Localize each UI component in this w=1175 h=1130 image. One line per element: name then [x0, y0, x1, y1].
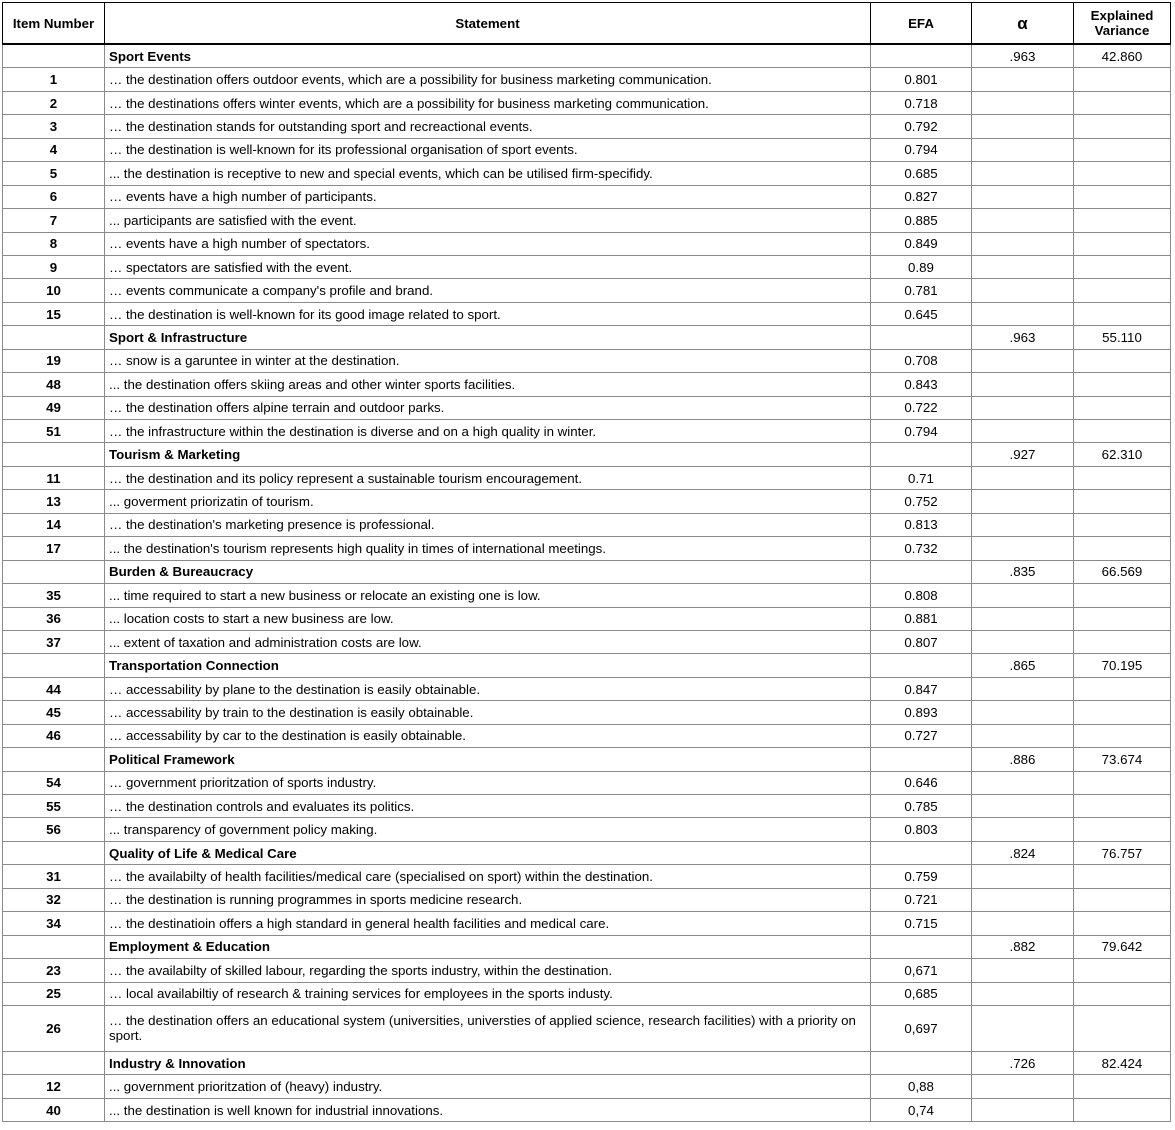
- alpha-cell: [972, 420, 1074, 443]
- explained-variance-cell: [1074, 396, 1171, 419]
- efa-cell: 0.645: [871, 302, 972, 325]
- explained-variance-cell: [1074, 373, 1171, 396]
- explained-variance-cell: [1074, 677, 1171, 700]
- statement-cell: … the destination stands for outstanding sport and recreactional events.: [105, 115, 871, 138]
- efa-cell: 0.732: [871, 537, 972, 560]
- explained-variance-cell: [1074, 466, 1171, 489]
- table-row: [3, 513, 1171, 536]
- item-number-cell: 56: [3, 818, 105, 841]
- header-row: [3, 3, 1171, 45]
- alpha-cell: [972, 68, 1074, 91]
- efa-cell: 0.881: [871, 607, 972, 630]
- section-title-cell: Transportation Connection: [105, 654, 871, 677]
- item-number-cell: [3, 654, 105, 677]
- alpha-cell: [972, 865, 1074, 888]
- explained-variance-cell: [1074, 771, 1171, 794]
- efa-cell: [871, 443, 972, 466]
- table-body: [3, 44, 1171, 1122]
- efa-cell: 0.808: [871, 584, 972, 607]
- explained-variance-cell: 62.310: [1074, 443, 1171, 466]
- explained-variance-cell: [1074, 912, 1171, 935]
- explained-variance-cell: [1074, 513, 1171, 536]
- explained-variance-cell: [1074, 490, 1171, 513]
- statement-cell: ... goverment priorizatin of tourism.: [105, 490, 871, 513]
- efa-cell: 0.843: [871, 373, 972, 396]
- item-number-cell: 2: [3, 91, 105, 114]
- statement-cell: ... the destination's tourism represents high quality in times of international meetings.: [105, 537, 871, 560]
- alpha-cell: [972, 959, 1074, 982]
- statement-cell: … government prioritzation of sports industry.: [105, 771, 871, 794]
- statement-cell: … accessability by car to the destination is easily obtainable.: [105, 724, 871, 747]
- item-number-cell: 4: [3, 138, 105, 161]
- alpha-cell: [972, 490, 1074, 513]
- statement-cell: … the destination is well-known for its good image related to sport.: [105, 302, 871, 325]
- table-row: [3, 865, 1171, 888]
- item-number-cell: 26: [3, 1005, 105, 1051]
- efa-cell: [871, 935, 972, 958]
- statement-cell: … events have a high number of spectators.: [105, 232, 871, 255]
- alpha-cell: [972, 1098, 1074, 1121]
- explained-variance-cell: [1074, 420, 1171, 443]
- table-row: [3, 279, 1171, 302]
- explained-variance-cell: [1074, 279, 1171, 302]
- statement-cell: … the destination offers outdoor events, which are a possibility for business marketing communication.: [105, 68, 871, 91]
- table-row: [3, 232, 1171, 255]
- alpha-cell: .963: [972, 326, 1074, 349]
- efa-cell: 0.794: [871, 420, 972, 443]
- efa-cell: [871, 841, 972, 864]
- alpha-cell: .882: [972, 935, 1074, 958]
- efa-cell: 0.89: [871, 255, 972, 278]
- item-number-cell: 46: [3, 724, 105, 747]
- item-number-cell: 54: [3, 771, 105, 794]
- explained-variance-cell: [1074, 982, 1171, 1005]
- efa-cell: 0.759: [871, 865, 972, 888]
- section-title-cell: Political Framework: [105, 748, 871, 771]
- explained-variance-cell: [1074, 865, 1171, 888]
- statement-cell: … accessability by plane to the destination is easily obtainable.: [105, 677, 871, 700]
- statement-cell: … the destination is well-known for its professional organisation of sport events.: [105, 138, 871, 161]
- alpha-cell: [972, 630, 1074, 653]
- statement-cell: ... government prioritzation of (heavy) industry.: [105, 1075, 871, 1098]
- statement-cell: … the destinatioin offers a high standard in general health facilities and medical care.: [105, 912, 871, 935]
- explained-variance-cell: [1074, 302, 1171, 325]
- explained-variance-cell: [1074, 209, 1171, 232]
- statement-cell: ... the destination offers skiing areas and other winter sports facilities.: [105, 373, 871, 396]
- statement-cell: … accessability by train to the destination is easily obtainable.: [105, 701, 871, 724]
- item-number-cell: 34: [3, 912, 105, 935]
- section-row: [3, 654, 1171, 677]
- explained-variance-cell: [1074, 162, 1171, 185]
- explained-variance-header: Explained Variance: [1074, 3, 1171, 45]
- efa-cell: 0,697: [871, 1005, 972, 1051]
- explained-variance-cell: [1074, 1005, 1171, 1051]
- alpha-cell: .726: [972, 1051, 1074, 1074]
- efa-cell: 0.708: [871, 349, 972, 372]
- table-row: [3, 466, 1171, 489]
- item-number-cell: 19: [3, 349, 105, 372]
- efa-cell: 0.646: [871, 771, 972, 794]
- item-number-cell: 55: [3, 795, 105, 818]
- explained-variance-cell: 73.674: [1074, 748, 1171, 771]
- alpha-cell: [972, 771, 1074, 794]
- section-title-cell: Tourism & Marketing: [105, 443, 871, 466]
- table-row: [3, 818, 1171, 841]
- section-row: [3, 841, 1171, 864]
- item-number-cell: 49: [3, 396, 105, 419]
- item-number-cell: 36: [3, 607, 105, 630]
- item-number-cell: 44: [3, 677, 105, 700]
- item-number-cell: 11: [3, 466, 105, 489]
- explained-variance-cell: [1074, 1098, 1171, 1121]
- item-number-cell: 12: [3, 1075, 105, 1098]
- statement-cell: ... location costs to start a new business are low.: [105, 607, 871, 630]
- table-row: [3, 607, 1171, 630]
- table-row: [3, 1005, 1171, 1051]
- table-row: [3, 209, 1171, 232]
- efa-cell: 0,685: [871, 982, 972, 1005]
- efa-cell: 0.781: [871, 279, 972, 302]
- table-row: [3, 1098, 1171, 1121]
- explained-variance-cell: [1074, 888, 1171, 911]
- item-number-cell: 32: [3, 888, 105, 911]
- alpha-cell: [972, 373, 1074, 396]
- item-number-cell: [3, 560, 105, 583]
- item-number-cell: [3, 935, 105, 958]
- statement-cell: … the destination and its policy represent a sustainable tourism encouragement.: [105, 466, 871, 489]
- efa-cell: 0.718: [871, 91, 972, 114]
- item-number-cell: 31: [3, 865, 105, 888]
- alpha-cell: [972, 701, 1074, 724]
- item-number-cell: 23: [3, 959, 105, 982]
- alpha-cell: .865: [972, 654, 1074, 677]
- table-row: [3, 490, 1171, 513]
- statement-cell: … local availabiltiy of research & training services for employees in the sports industy.: [105, 982, 871, 1005]
- alpha-cell: .824: [972, 841, 1074, 864]
- section-row: [3, 560, 1171, 583]
- efa-cell: 0,88: [871, 1075, 972, 1098]
- statement-cell: ... time required to start a new business or relocate an existing one is low.: [105, 584, 871, 607]
- statement-cell: ... participants are satisfied with the event.: [105, 209, 871, 232]
- alpha-cell: [972, 1075, 1074, 1098]
- statement-cell: … the destination is running programmes in sports medicine research.: [105, 888, 871, 911]
- table-row: [3, 1075, 1171, 1098]
- table-row: [3, 420, 1171, 443]
- explained-variance-cell: 55.110: [1074, 326, 1171, 349]
- statement-cell: … snow is a garuntee in winter at the destination.: [105, 349, 871, 372]
- explained-variance-cell: 76.757: [1074, 841, 1171, 864]
- alpha-cell: [972, 724, 1074, 747]
- table-row: [3, 396, 1171, 419]
- alpha-cell: .886: [972, 748, 1074, 771]
- item-number-cell: 17: [3, 537, 105, 560]
- efa-cell: 0.715: [871, 912, 972, 935]
- explained-variance-cell: [1074, 630, 1171, 653]
- efa-cell: 0.71: [871, 466, 972, 489]
- table-row: [3, 959, 1171, 982]
- alpha-cell: [972, 982, 1074, 1005]
- alpha-cell: [972, 209, 1074, 232]
- alpha-cell: [972, 795, 1074, 818]
- section-title-cell: Sport & Infrastructure: [105, 326, 871, 349]
- table-row: [3, 185, 1171, 208]
- section-title-cell: Quality of Life & Medical Care: [105, 841, 871, 864]
- efa-cell: 0.847: [871, 677, 972, 700]
- table-row: [3, 795, 1171, 818]
- item-number-cell: 9: [3, 255, 105, 278]
- explained-variance-cell: [1074, 255, 1171, 278]
- item-number-cell: [3, 443, 105, 466]
- alpha-cell: [972, 513, 1074, 536]
- item-number-cell: 8: [3, 232, 105, 255]
- efa-cell: 0,74: [871, 1098, 972, 1121]
- alpha-cell: [972, 677, 1074, 700]
- efa-cell: 0.785: [871, 795, 972, 818]
- section-row: [3, 935, 1171, 958]
- efa-cell: 0.727: [871, 724, 972, 747]
- table-row: [3, 630, 1171, 653]
- alpha-cell: [972, 888, 1074, 911]
- efa-cell: 0.827: [871, 185, 972, 208]
- section-title-cell: Sport Events: [105, 44, 871, 68]
- efa-cell: 0.813: [871, 513, 972, 536]
- section-title-cell: Burden & Bureaucracy: [105, 560, 871, 583]
- explained-variance-cell: [1074, 959, 1171, 982]
- statement-cell: … the destination controls and evaluates its politics.: [105, 795, 871, 818]
- table-row: [3, 982, 1171, 1005]
- item-number-cell: 37: [3, 630, 105, 653]
- item-number-cell: 45: [3, 701, 105, 724]
- efa-cell: [871, 654, 972, 677]
- explained-variance-cell: [1074, 68, 1171, 91]
- item-number-cell: 51: [3, 420, 105, 443]
- item-number-cell: 40: [3, 1098, 105, 1121]
- efa-cell: [871, 748, 972, 771]
- explained-variance-cell: [1074, 607, 1171, 630]
- item-number-cell: 10: [3, 279, 105, 302]
- explained-variance-cell: 42.860: [1074, 44, 1171, 68]
- statement-cell: ... the destination is receptive to new and special events, which can be utilised firm-specifidy.: [105, 162, 871, 185]
- item-number-cell: [3, 44, 105, 68]
- alpha-cell: [972, 255, 1074, 278]
- item-number-cell: [3, 326, 105, 349]
- section-title-cell: Industry & Innovation: [105, 1051, 871, 1074]
- explained-variance-cell: [1074, 185, 1171, 208]
- statement-cell: … the availabilty of skilled labour, regarding the sports industry, within the destination.: [105, 959, 871, 982]
- alpha-cell: .963: [972, 44, 1074, 68]
- alpha-cell: [972, 466, 1074, 489]
- alpha-cell: [972, 279, 1074, 302]
- explained-variance-cell: [1074, 91, 1171, 114]
- efa-results-table: [2, 2, 1171, 1122]
- table-row: [3, 677, 1171, 700]
- statement-cell: … the destination offers alpine terrain and outdoor parks.: [105, 396, 871, 419]
- table-row: [3, 255, 1171, 278]
- statement-cell: ... transparency of government policy making.: [105, 818, 871, 841]
- explained-variance-cell: 66.569: [1074, 560, 1171, 583]
- explained-variance-cell: [1074, 115, 1171, 138]
- explained-variance-cell: [1074, 349, 1171, 372]
- alpha-cell: [972, 912, 1074, 935]
- item-number-header: Item Number: [3, 3, 105, 45]
- statement-cell: … spectators are satisfied with the event.: [105, 255, 871, 278]
- efa-cell: [871, 560, 972, 583]
- item-number-cell: 3: [3, 115, 105, 138]
- table-row: [3, 302, 1171, 325]
- table-row: [3, 162, 1171, 185]
- section-row: [3, 326, 1171, 349]
- table-row: [3, 888, 1171, 911]
- efa-cell: 0.885: [871, 209, 972, 232]
- section-title-cell: Employment & Education: [105, 935, 871, 958]
- table-row: [3, 138, 1171, 161]
- efa-cell: 0.792: [871, 115, 972, 138]
- statement-cell: … the infrastructure within the destination is diverse and on a high quality in winter.: [105, 420, 871, 443]
- alpha-cell: [972, 584, 1074, 607]
- explained-variance-cell: [1074, 701, 1171, 724]
- explained-variance-cell: 79.642: [1074, 935, 1171, 958]
- efa-cell: [871, 1051, 972, 1074]
- efa-cell: 0.722: [871, 396, 972, 419]
- item-number-cell: 13: [3, 490, 105, 513]
- efa-cell: 0.807: [871, 630, 972, 653]
- item-number-cell: 1: [3, 68, 105, 91]
- efa-cell: 0.801: [871, 68, 972, 91]
- statement-cell: … the destinations offers winter events, which are a possibility for business marketing communication.: [105, 91, 871, 114]
- item-number-cell: 35: [3, 584, 105, 607]
- item-number-cell: 6: [3, 185, 105, 208]
- efa-cell: 0.794: [871, 138, 972, 161]
- statement-cell: … events communicate a company's profile and brand.: [105, 279, 871, 302]
- alpha-cell: [972, 537, 1074, 560]
- section-row: [3, 748, 1171, 771]
- item-number-cell: [3, 1051, 105, 1074]
- item-number-cell: 48: [3, 373, 105, 396]
- explained-variance-cell: [1074, 818, 1171, 841]
- alpha-cell: [972, 607, 1074, 630]
- explained-variance-cell: 82.424: [1074, 1051, 1171, 1074]
- efa-cell: 0.721: [871, 888, 972, 911]
- alpha-cell: [972, 162, 1074, 185]
- statement-cell: … events have a high number of participants.: [105, 185, 871, 208]
- table-row: [3, 724, 1171, 747]
- efa-cell: [871, 326, 972, 349]
- table-row: [3, 373, 1171, 396]
- section-row: [3, 443, 1171, 466]
- efa-cell: 0.803: [871, 818, 972, 841]
- efa-cell: 0,671: [871, 959, 972, 982]
- item-number-cell: [3, 748, 105, 771]
- statement-cell: … the destination offers an educational system (universities, universties of applied science, research facilities) with a priority on sport.: [105, 1005, 871, 1051]
- alpha-cell: [972, 818, 1074, 841]
- alpha-cell: [972, 185, 1074, 208]
- table-row: [3, 771, 1171, 794]
- alpha-cell: [972, 1005, 1074, 1051]
- table-row: [3, 91, 1171, 114]
- efa-cell: 0.849: [871, 232, 972, 255]
- item-number-cell: 25: [3, 982, 105, 1005]
- table-row: [3, 349, 1171, 372]
- explained-variance-cell: [1074, 537, 1171, 560]
- explained-variance-cell: 70.195: [1074, 654, 1171, 677]
- table-row: [3, 584, 1171, 607]
- efa-cell: [871, 44, 972, 68]
- efa-cell: 0.685: [871, 162, 972, 185]
- table-row: [3, 537, 1171, 560]
- statement-cell: … the availabilty of health facilities/medical care (specialised on sport) within the destination.: [105, 865, 871, 888]
- alpha-cell: [972, 302, 1074, 325]
- efa-cell: 0.752: [871, 490, 972, 513]
- item-number-cell: [3, 841, 105, 864]
- alpha-cell: [972, 232, 1074, 255]
- item-number-cell: 15: [3, 302, 105, 325]
- table-row: [3, 115, 1171, 138]
- efa-cell: 0.893: [871, 701, 972, 724]
- statement-cell: ... extent of taxation and administration costs are low.: [105, 630, 871, 653]
- explained-variance-cell: [1074, 1075, 1171, 1098]
- explained-variance-cell: [1074, 232, 1171, 255]
- alpha-cell: [972, 349, 1074, 372]
- explained-variance-cell: [1074, 724, 1171, 747]
- statement-cell: … the destination's marketing presence is professional.: [105, 513, 871, 536]
- alpha-cell: [972, 138, 1074, 161]
- item-number-cell: 7: [3, 209, 105, 232]
- explained-variance-cell: [1074, 138, 1171, 161]
- statement-cell: ... the destination is well known for industrial innovations.: [105, 1098, 871, 1121]
- alpha-cell: [972, 115, 1074, 138]
- explained-variance-cell: [1074, 795, 1171, 818]
- section-row: [3, 1051, 1171, 1074]
- table-row: [3, 912, 1171, 935]
- alpha-cell: .835: [972, 560, 1074, 583]
- efa-header: EFA: [871, 3, 972, 45]
- table-row: [3, 68, 1171, 91]
- alpha-header: α: [972, 3, 1074, 45]
- item-number-cell: 5: [3, 162, 105, 185]
- statement-header: Statement: [105, 3, 871, 45]
- item-number-cell: 14: [3, 513, 105, 536]
- alpha-cell: [972, 396, 1074, 419]
- table-row: [3, 701, 1171, 724]
- alpha-cell: .927: [972, 443, 1074, 466]
- alpha-cell: [972, 91, 1074, 114]
- explained-variance-cell: [1074, 584, 1171, 607]
- section-row: [3, 44, 1171, 68]
